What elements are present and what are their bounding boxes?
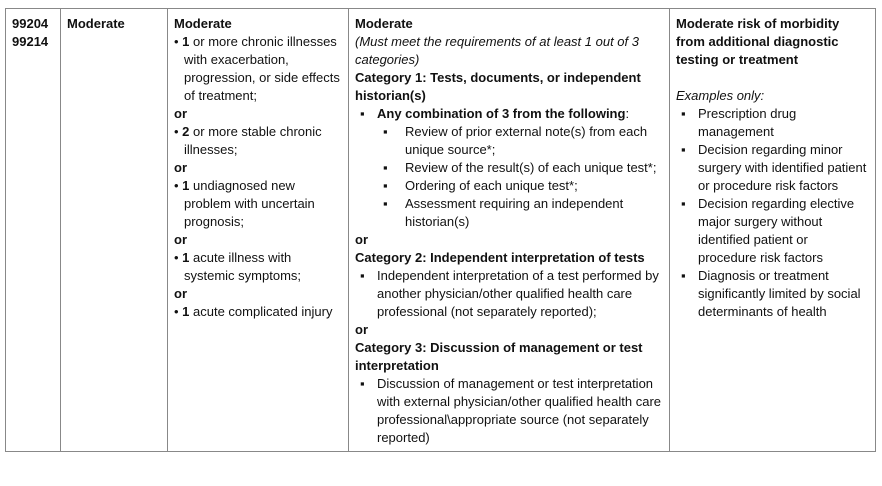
list-item: ▪ Decision regarding minor surgery with identified patient or procedure risk factors (676, 141, 869, 195)
mdm-level: Moderate (67, 16, 125, 31)
list-item: ▪ Discussion of management or test interpretation with external physician/other qualified health care professional\appropriate source (not separately reported) (355, 375, 663, 447)
problem-item: • 1 or more chronic illnesses with exacerbation, progression, or side effects of treatment; (174, 34, 340, 103)
problem-item: • 1 acute complicated injury (174, 304, 333, 319)
list-item: ▪ Decision regarding elective major surgery without identified patient or procedure risk factors (676, 195, 869, 267)
mdm-table (5, 8, 876, 452)
list-item: ▪ Review of the result(s) of each unique test*; (355, 159, 663, 177)
or-separator: or (174, 160, 187, 175)
data-heading: Moderate (355, 16, 413, 31)
category-1-list (355, 105, 663, 123)
or-separator: or (174, 106, 187, 121)
cpt-code: 99214 (12, 34, 49, 49)
data-cell (349, 9, 670, 452)
category-2-heading: Category 2: Independent interpretation of tests (355, 250, 645, 265)
risk-heading: Moderate risk of morbidity from additional diagnostic testing or treatment (676, 16, 840, 67)
category-1-sublist (355, 123, 663, 231)
list-item: ▪ Diagnosis or treatment significantly limited by social determinants of health (676, 267, 869, 321)
or-separator: or (174, 286, 187, 301)
problem-item: • 1 undiagnosed new problem with uncertain prognosis; (174, 178, 315, 229)
risk-list (676, 105, 869, 321)
category-3-list (355, 375, 663, 447)
list-item: ▪ Independent interpretation of a test performed by another physician/other qualified health care professional (not separately reported); (355, 267, 663, 321)
list-item: ▪ Review of prior external note(s) from each unique source*; (355, 123, 663, 159)
problems-cell (168, 9, 349, 452)
mdm-level-cell (61, 9, 168, 452)
cpt-code: 99204 (12, 16, 49, 31)
category-3-heading: Category 3: Discussion of management or test interpretation (355, 340, 643, 373)
category-2-list (355, 267, 663, 321)
cpt-codes-cell (6, 9, 61, 452)
risk-cell (670, 9, 876, 452)
problem-item: • 2 or more stable chronic illnesses; (174, 124, 322, 157)
list-item: ▪ Any combination of 3 from the following: (355, 105, 663, 123)
problems-heading: Moderate (174, 16, 232, 31)
or-separator: or (174, 232, 187, 247)
examples-label: Examples only: (676, 88, 765, 103)
list-item: ▪ Assessment requiring an independent historian(s) (355, 195, 663, 231)
list-item: ▪ Ordering of each unique test*; (355, 177, 663, 195)
problem-item: • 1 acute illness with systemic symptoms; (174, 250, 302, 283)
or-separator: or (355, 322, 368, 337)
data-note: (Must meet the requirements of at least 1 out of 3 categories) (355, 34, 639, 67)
category-1-heading: Category 1: Tests, documents, or independent historian(s) (355, 70, 641, 103)
table-row (6, 9, 876, 452)
or-separator: or (355, 232, 368, 247)
list-item: ▪ Prescription drug management (676, 105, 869, 141)
